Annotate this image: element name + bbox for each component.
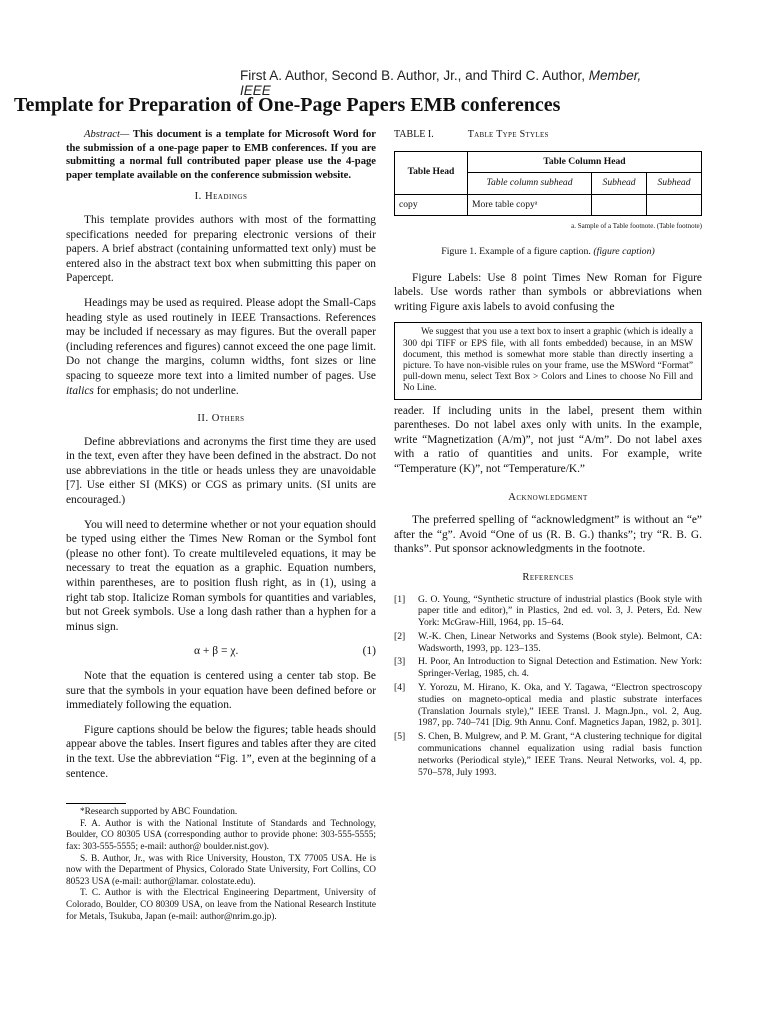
table-subhead: Subhead xyxy=(592,173,647,195)
right-column xyxy=(394,128,702,780)
text-box-content: We suggest that you use a text box to insert a graphic (which is ideally a 300 dpi TIFF or EPS file, with all fonts embedded) because, in an MSW document, this method is somewhat more stable than directly inserting a picture. To have non-visible rules on your frame, use the MSWord “Format” pull-down menu, select Text Box > Colors and Lines to choose No Fill and No Line. xyxy=(403,327,693,394)
table-column-head: Table Column Head xyxy=(467,151,701,173)
table-cell xyxy=(647,194,702,216)
paragraph: Note that the equation is centered using a center tab stop. Be sure that the symbols in your equation have been defined before or immediately following the equation. xyxy=(66,670,376,712)
footnote: S. B. Author, Jr., was with Rice University, Houston, TX 77005 USA. He is now with the Department of Physics, Colorado State University, Fort Collins, CO 80523 USA (e-mail: author@lamar. colostate.edu). xyxy=(66,853,376,887)
table-label: TABLE I. xyxy=(394,129,434,140)
reference-number: [5] xyxy=(394,731,406,743)
paragraph: Figure Labels: Use 8 point Times New Roman for Figure labels. Use words rather than symbols or abbreviations when writing Figure axis labels to avoid confusing the xyxy=(394,271,702,313)
table-subhead: Table column subhead xyxy=(467,173,591,195)
table-caption xyxy=(394,128,702,143)
table-subhead: Subhead xyxy=(647,173,702,195)
text-run: Headings may be used as required. Please adopt the Small-Caps heading style as used routinely in IEEE Transactions. References may be included if necessary as may figures. But the overall paper (including references and figures) cannot exceed the one page limit. Do not change the margins, column widths, font sizes or line spacing to squeeze more text into a limited number of pages. Use xyxy=(66,296,376,382)
paragraph: You will need to determine whether or not your equation should be typed using either the Times New Roman or the Symbol font (please no other font). To create multileveled equations, it may be necessary to treat the equation as a graphic. Equation numbers, within parentheses, are to position flush right, as in (1), using a right tab stop. Italicize Roman symbols for quantities and variables, but not Greek symbols. Use a long dash rather than a hyphen for a minus sign. xyxy=(66,518,376,633)
table-row-label: copy xyxy=(395,194,468,216)
reference-item xyxy=(394,731,702,778)
figure-caption xyxy=(394,245,702,260)
paragraph: Define abbreviations and acronyms the first time they are used in the text, even after they have been defined in the abstract. Do not use abbreviations in the title or heads unless they are unavoidable [7]. Use either SI (MKS) or CGS as primary units. (SI units are encouraged.) xyxy=(66,435,376,507)
text-run: for emphasis; do not underline. xyxy=(93,384,239,397)
paragraph xyxy=(66,296,376,398)
section-heading-acknowledgment: Acknowledgment xyxy=(508,491,588,503)
italic-text: italics xyxy=(66,384,94,397)
paragraph: The preferred spelling of “acknowledgment” is without an “e” after the “g”. Avoid “One of us (R. B. G.) thanks”; try “R. B. G. thanks”. Put sponsor acknowledgments in the footnote. xyxy=(394,514,702,556)
reference-item xyxy=(394,682,702,729)
footnote: F. A. Author is with the National Institute of Standards and Technology, Boulder, CO 80305 USA (corresponding author to provide phone: 303-555-5555; fax: 303-555-5555; e-mail: author@ boulder.nist.gov). xyxy=(66,818,376,852)
equation-number: (1) xyxy=(362,645,376,658)
table-cell xyxy=(592,194,647,216)
reference-list xyxy=(394,594,702,779)
footnotes xyxy=(66,807,376,923)
reference-text: H. Poor, An Introduction to Signal Detection and Estimation. New York: Springer-Verlag, 1985, ch. 4. xyxy=(418,656,702,680)
spacer xyxy=(66,286,376,296)
footnote: T. C. Author is with the Electrical Engineering Department, University of Colorado, Boulder, CO 80309 USA, on leave from the National Research Institute for Metals, Tsukuba, Japan (e-mail: author@nrim.go.jp). xyxy=(66,888,376,922)
reference-item xyxy=(394,656,702,680)
table-head-cell: Table Head xyxy=(395,151,468,194)
author-membership: Member, IEEE xyxy=(240,68,642,98)
abstract-label: Abstract— xyxy=(84,129,130,140)
paragraph: This template provides authors with most of the formatting specifications needed for preparing electronic versions of their papers. A brief abstract (containing unformatted text only) must be entered also in the abstract text box when submitting this paper on Papercept. xyxy=(66,213,376,285)
reference-text: G. O. Young, “Synthetic structure of industrial plastics (Book style with paper title and editor),” in Plastics, 2nd ed. vol. 3, J. Peters, Ed. New York: McGraw-Hill, 1964, pp. 15–64. xyxy=(418,593,702,629)
reference-number: [2] xyxy=(394,630,406,642)
equation-body: α + β = χ. xyxy=(194,645,239,658)
style-table xyxy=(394,151,702,217)
reference-number: [1] xyxy=(394,593,406,605)
footnote-rule xyxy=(66,803,126,804)
reference-text: W.-K. Chen, Linear Networks and Systems (Book style). Belmont, CA: Wadsworth, 1993, pp. 123–135. xyxy=(418,630,702,654)
table-title: Table Type Styles xyxy=(467,129,549,140)
reference-number: [3] xyxy=(394,656,406,668)
table-cell: More table copyᵃ xyxy=(467,194,591,216)
caption-text: Figure 1. Example of a figure caption. xyxy=(441,245,591,257)
figure-text-box xyxy=(394,322,702,399)
left-column xyxy=(66,128,376,923)
section-heading-references: References xyxy=(522,571,574,583)
reference-number: [4] xyxy=(394,682,406,694)
paper-title: Template for Preparation of One-Page Papers EMB conferences xyxy=(14,94,561,116)
paragraph: Figure captions should be below the figures; table heads should appear above the tables. Insert figures and tables after they are cited in the text. Use the abbreviation “Fig. 1”, even at the beginning of a sentence. xyxy=(66,723,376,780)
footnote: *Research supported by ABC Foundation. xyxy=(80,807,238,818)
paragraph: reader. If including units in the label, present them within parentheses. Do not label axes only with units. In the example, write “Magnetization (A/m)”, not just “A/m”. Do not label axes with a ratio of quantities and units. For example, write “Temperature (K)”, not “Temperature/K.” xyxy=(394,404,702,475)
abstract xyxy=(66,128,376,182)
spacer xyxy=(66,508,376,518)
table-footnote: a. Sample of a Table footnote. (Table footnote) xyxy=(571,222,702,231)
reference-text: Y. Yorozu, M. Hirano, K. Oka, and Y. Tagawa, “Electron spectroscopy studies on magneto-optical media and plastic substrate interfaces (Translation Journals style),” IEEE Transl. J. Magn.Jpn., vol. 2, Aug. 1987, pp. 740–741 [Dig. 9th Annu. Conf. Magnetics Japan, 1982, p. 301]. xyxy=(418,682,702,729)
caption-note: (figure caption) xyxy=(593,245,655,257)
abstract-text: This document is a template for Microsoft Word for the submission of a one-page paper to EMB conferences. If you are submitting a normal full contributed paper please use the 4-page paper template available on the conference submission website. xyxy=(66,129,376,181)
reference-item xyxy=(394,594,702,629)
reference-item xyxy=(394,631,702,655)
equation xyxy=(66,634,376,669)
section-heading-others: II. Others xyxy=(197,413,245,425)
reference-text: S. Chen, B. Mulgrew, and P. M. Grant, “A clustering technique for digital communications channel equalization using radial basis function networks (Periodical style),” IEEE Trans. Neural Networks, vol. 4, pp. 570–578, July 1993. xyxy=(418,731,702,778)
section-heading-headings: I. Headings xyxy=(194,191,248,203)
spacer xyxy=(66,713,376,723)
author-names: First A. Author, Second B. Author, Jr., and Third C. Author, xyxy=(240,68,585,83)
